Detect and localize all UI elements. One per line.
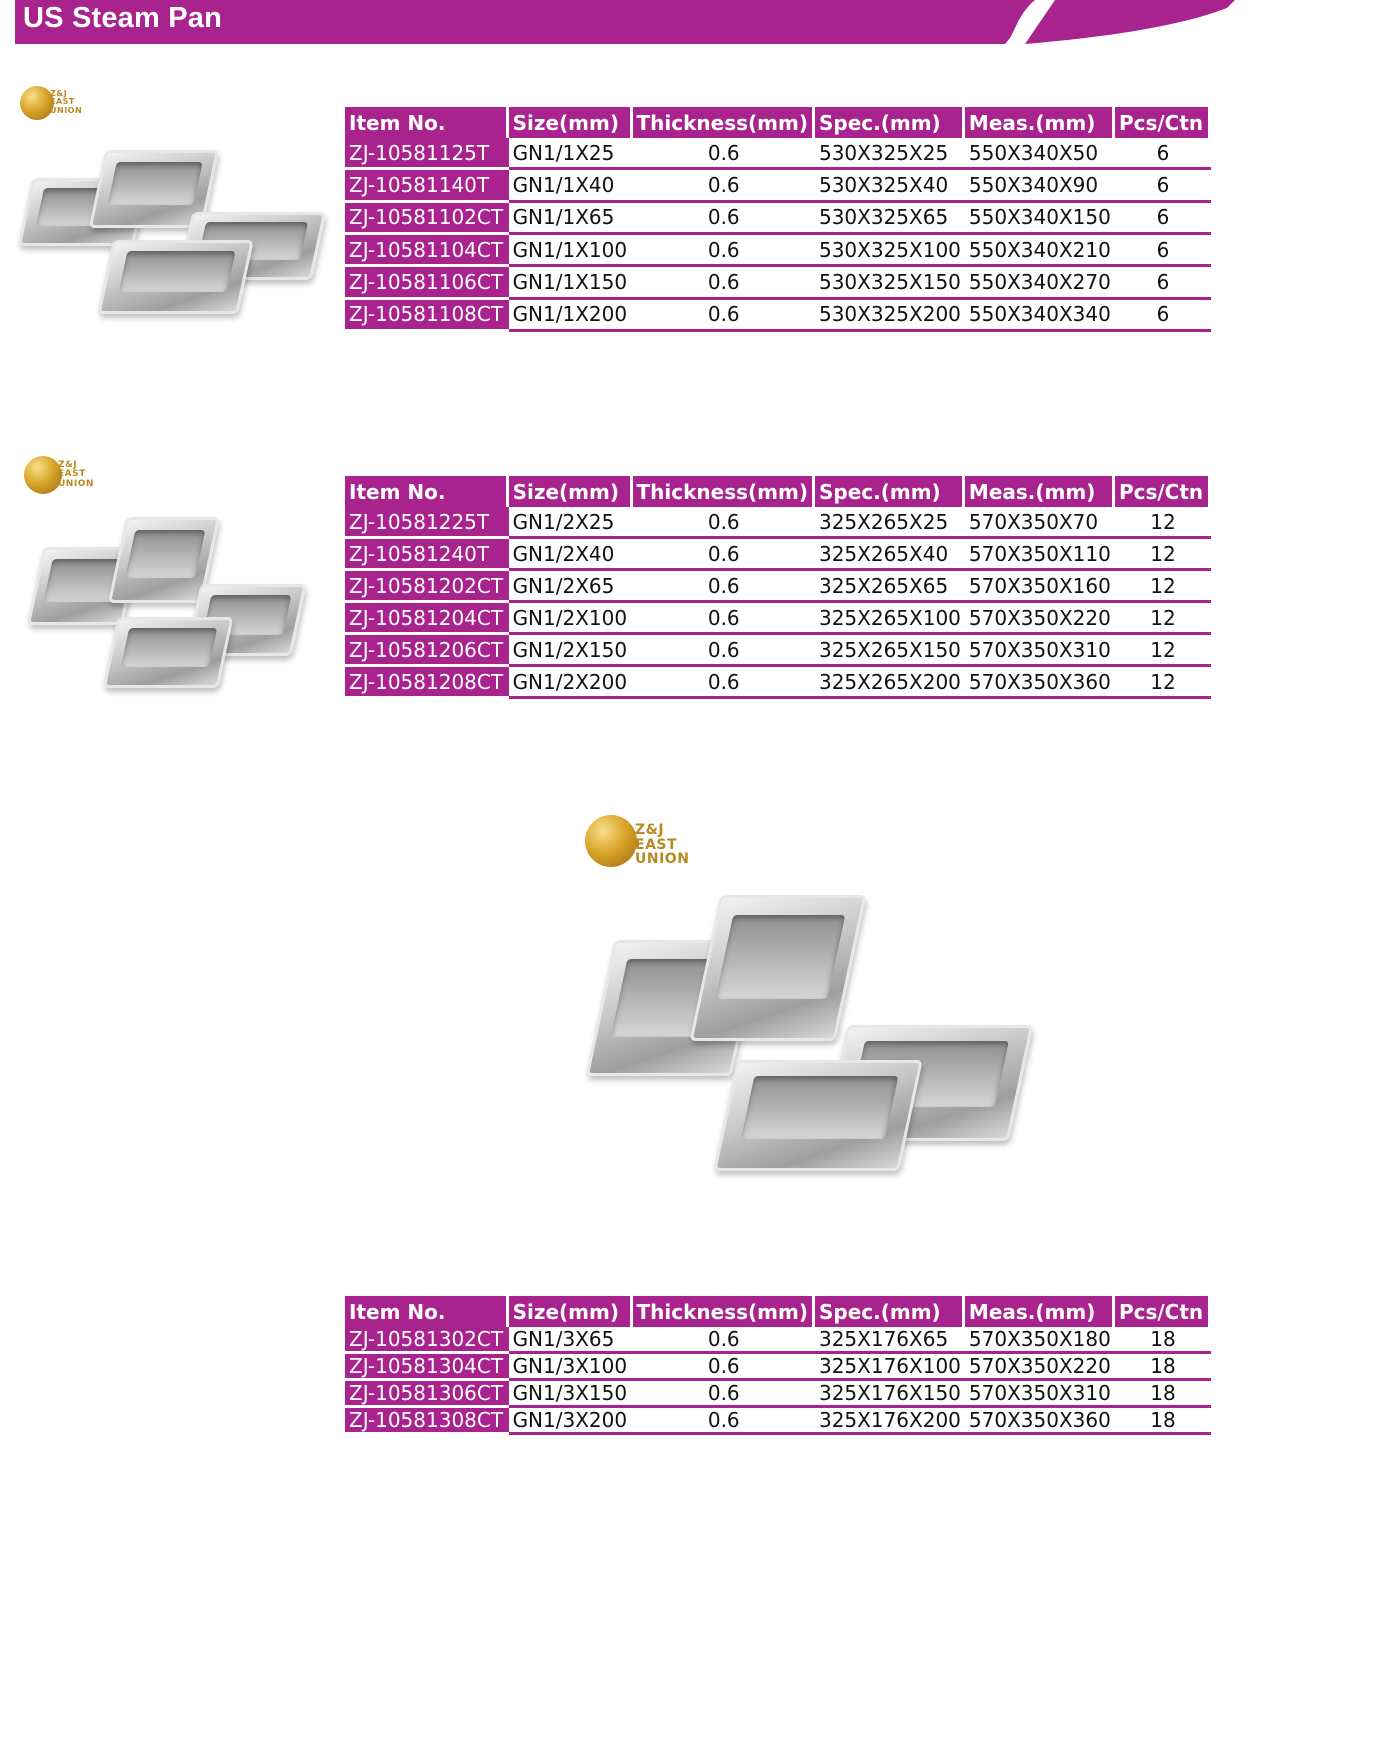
col-header-meas: Meas.(mm): [965, 107, 1115, 138]
brand-line1: Z&J: [50, 89, 68, 98]
brand-logo: [20, 86, 100, 122]
size-cell: GN1/1X200: [509, 300, 633, 332]
pcs-cell: 6: [1115, 300, 1211, 332]
pcs-cell: 12: [1115, 539, 1211, 571]
item-no-cell: ZJ-10581208CT: [345, 667, 509, 699]
spec-cell: 325X176X200: [815, 1408, 965, 1435]
brand-line2: EAST: [58, 469, 86, 480]
col-header-meas: Meas.(mm): [965, 1296, 1115, 1327]
pcs-cell: 18: [1115, 1354, 1211, 1381]
thickness-cell: 0.6: [633, 170, 815, 202]
col-header-spec: Spec.(mm): [815, 107, 965, 138]
col-header-spec: Spec.(mm): [815, 1296, 965, 1327]
brand-logo: [585, 815, 705, 871]
size-cell: GN1/2X40: [509, 539, 633, 571]
thickness-cell: 0.6: [633, 1354, 815, 1381]
meas-cell: 570X350X310: [965, 635, 1115, 667]
item-no-cell: ZJ-10581106CT: [345, 267, 509, 299]
spec-cell: 530X325X100: [815, 235, 965, 267]
size-cell: GN1/3X100: [509, 1354, 633, 1381]
size-cell: GN1/2X100: [509, 603, 633, 635]
size-cell: GN1/3X150: [509, 1381, 633, 1408]
table-header-row: [345, 476, 1211, 507]
col-header-size: Size(mm): [509, 107, 633, 138]
brand-line3: UNION: [50, 105, 83, 115]
item-no-cell: ZJ-10581104CT: [345, 235, 509, 267]
pcs-cell: 12: [1115, 507, 1211, 539]
meas-cell: 550X340X340: [965, 300, 1115, 332]
product-image-third-size-pans: [585, 885, 1035, 1185]
table-row: [345, 507, 1211, 539]
table-row: [345, 1408, 1211, 1435]
pcs-cell: 12: [1115, 603, 1211, 635]
table-row: [345, 235, 1211, 267]
col-header-thickness: Thickness(mm): [633, 476, 815, 507]
table-row: [345, 138, 1211, 170]
col-header-item-no: Item No.: [345, 476, 509, 507]
spec-cell: 530X325X25: [815, 138, 965, 170]
item-no-cell: ZJ-10581202CT: [345, 571, 509, 603]
meas-cell: 570X350X160: [965, 571, 1115, 603]
brand-line1: Z&J: [58, 460, 78, 470]
table-row: [345, 539, 1211, 571]
product-image-half-size-pans: [25, 512, 315, 692]
table-row: [345, 635, 1211, 667]
thickness-cell: 0.6: [633, 507, 815, 539]
col-header-size: Size(mm): [509, 476, 633, 507]
brand-line2: EAST: [50, 97, 75, 107]
col-header-size: Size(mm): [509, 1296, 633, 1327]
meas-cell: 550X340X150: [965, 203, 1115, 235]
item-no-cell: ZJ-10581302CT: [345, 1327, 509, 1354]
page-header-banner: [15, 0, 1235, 44]
thickness-cell: 0.6: [633, 203, 815, 235]
meas-cell: 570X350X310: [965, 1381, 1115, 1408]
spec-cell: 530X325X150: [815, 267, 965, 299]
table-row: [345, 603, 1211, 635]
pcs-cell: 6: [1115, 267, 1211, 299]
thickness-cell: 0.6: [633, 235, 815, 267]
product-image-full-size-pans: [15, 140, 325, 320]
size-cell: GN1/1X100: [509, 235, 633, 267]
meas-cell: 570X350X360: [965, 1408, 1115, 1435]
col-header-pcs: Pcs/Ctn: [1115, 107, 1211, 138]
col-header-thickness: Thickness(mm): [633, 1296, 815, 1327]
item-no-cell: ZJ-10581304CT: [345, 1354, 509, 1381]
pcs-cell: 12: [1115, 667, 1211, 699]
size-cell: GN1/3X65: [509, 1327, 633, 1354]
table-row: [345, 667, 1211, 699]
meas-cell: 550X340X90: [965, 170, 1115, 202]
thickness-cell: 0.6: [633, 539, 815, 571]
spec-cell: 325X265X40: [815, 539, 965, 571]
meas-cell: 570X350X220: [965, 1354, 1115, 1381]
table-row: [345, 300, 1211, 332]
meas-cell: 570X350X70: [965, 507, 1115, 539]
spec-table-gn1-2: [345, 476, 1211, 699]
item-no-cell: ZJ-10581240T: [345, 539, 509, 571]
meas-cell: 550X340X50: [965, 138, 1115, 170]
size-cell: GN1/1X65: [509, 203, 633, 235]
size-cell: GN1/2X25: [509, 507, 633, 539]
brand-logo: [24, 456, 104, 496]
spec-cell: 325X265X25: [815, 507, 965, 539]
size-cell: GN1/2X150: [509, 635, 633, 667]
spec-cell: 325X265X100: [815, 603, 965, 635]
table-row: [345, 1327, 1211, 1354]
meas-cell: 550X340X210: [965, 235, 1115, 267]
table-row: [345, 267, 1211, 299]
table-header-row: [345, 1296, 1211, 1327]
spec-cell: 325X176X65: [815, 1327, 965, 1354]
item-no-cell: ZJ-10581140T: [345, 170, 509, 202]
size-cell: GN1/1X150: [509, 267, 633, 299]
size-cell: GN1/2X65: [509, 571, 633, 603]
pcs-cell: 12: [1115, 571, 1211, 603]
col-header-item-no: Item No.: [345, 1296, 509, 1327]
thickness-cell: 0.6: [633, 635, 815, 667]
item-no-cell: ZJ-10581306CT: [345, 1381, 509, 1408]
spec-cell: 325X176X100: [815, 1354, 965, 1381]
thickness-cell: 0.6: [633, 267, 815, 299]
spec-cell: 530X325X40: [815, 170, 965, 202]
thickness-cell: 0.6: [633, 1408, 815, 1435]
brand-emblem-icon: [585, 815, 637, 867]
brand-line3: UNION: [635, 851, 690, 868]
thickness-cell: 0.6: [633, 667, 815, 699]
brand-emblem-icon: [20, 86, 54, 120]
thickness-cell: 0.6: [633, 300, 815, 332]
brand-line1: Z&J: [635, 822, 665, 838]
item-no-cell: ZJ-10581108CT: [345, 300, 509, 332]
pcs-cell: 6: [1115, 170, 1211, 202]
col-header-pcs: Pcs/Ctn: [1115, 476, 1211, 507]
meas-cell: 570X350X180: [965, 1327, 1115, 1354]
item-no-cell: ZJ-10581125T: [345, 138, 509, 170]
thickness-cell: 0.6: [633, 138, 815, 170]
thickness-cell: 0.6: [633, 1381, 815, 1408]
meas-cell: 550X340X270: [965, 267, 1115, 299]
size-cell: GN1/3X200: [509, 1408, 633, 1435]
meas-cell: 570X350X220: [965, 603, 1115, 635]
item-no-cell: ZJ-10581225T: [345, 507, 509, 539]
col-header-thickness: Thickness(mm): [633, 107, 815, 138]
thickness-cell: 0.6: [633, 1327, 815, 1354]
size-cell: GN1/2X200: [509, 667, 633, 699]
table-row: [345, 571, 1211, 603]
spec-cell: 530X325X65: [815, 203, 965, 235]
table-row: [345, 1354, 1211, 1381]
table-header-row: [345, 107, 1211, 138]
spec-cell: 325X265X200: [815, 667, 965, 699]
spec-table-gn1-3: [345, 1296, 1211, 1435]
page-title: US Steam Pan: [23, 2, 223, 34]
item-no-cell: ZJ-10581204CT: [345, 603, 509, 635]
pcs-cell: 6: [1115, 138, 1211, 170]
brand-line2: EAST: [635, 836, 678, 853]
spec-table-gn1-1: [345, 107, 1211, 332]
spec-cell: 325X265X65: [815, 571, 965, 603]
meas-cell: 570X350X110: [965, 539, 1115, 571]
pcs-cell: 18: [1115, 1408, 1211, 1435]
meas-cell: 570X350X360: [965, 667, 1115, 699]
size-cell: GN1/1X25: [509, 138, 633, 170]
item-no-cell: ZJ-10581308CT: [345, 1408, 509, 1435]
thickness-cell: 0.6: [633, 571, 815, 603]
pcs-cell: 6: [1115, 235, 1211, 267]
col-header-pcs: Pcs/Ctn: [1115, 1296, 1211, 1327]
table-row: [345, 1381, 1211, 1408]
pcs-cell: 12: [1115, 635, 1211, 667]
spec-cell: 325X176X150: [815, 1381, 965, 1408]
col-header-item-no: Item No.: [345, 107, 509, 138]
pcs-cell: 18: [1115, 1327, 1211, 1354]
col-header-meas: Meas.(mm): [965, 476, 1115, 507]
size-cell: GN1/1X40: [509, 170, 633, 202]
col-header-spec: Spec.(mm): [815, 476, 965, 507]
table-row: [345, 203, 1211, 235]
pcs-cell: 6: [1115, 203, 1211, 235]
thickness-cell: 0.6: [633, 603, 815, 635]
table-row: [345, 170, 1211, 202]
brand-emblem-icon: [24, 456, 62, 494]
spec-cell: 530X325X200: [815, 300, 965, 332]
item-no-cell: ZJ-10581206CT: [345, 635, 509, 667]
brand-line3: UNION: [58, 478, 94, 489]
pcs-cell: 18: [1115, 1381, 1211, 1408]
spec-cell: 325X265X150: [815, 635, 965, 667]
item-no-cell: ZJ-10581102CT: [345, 203, 509, 235]
